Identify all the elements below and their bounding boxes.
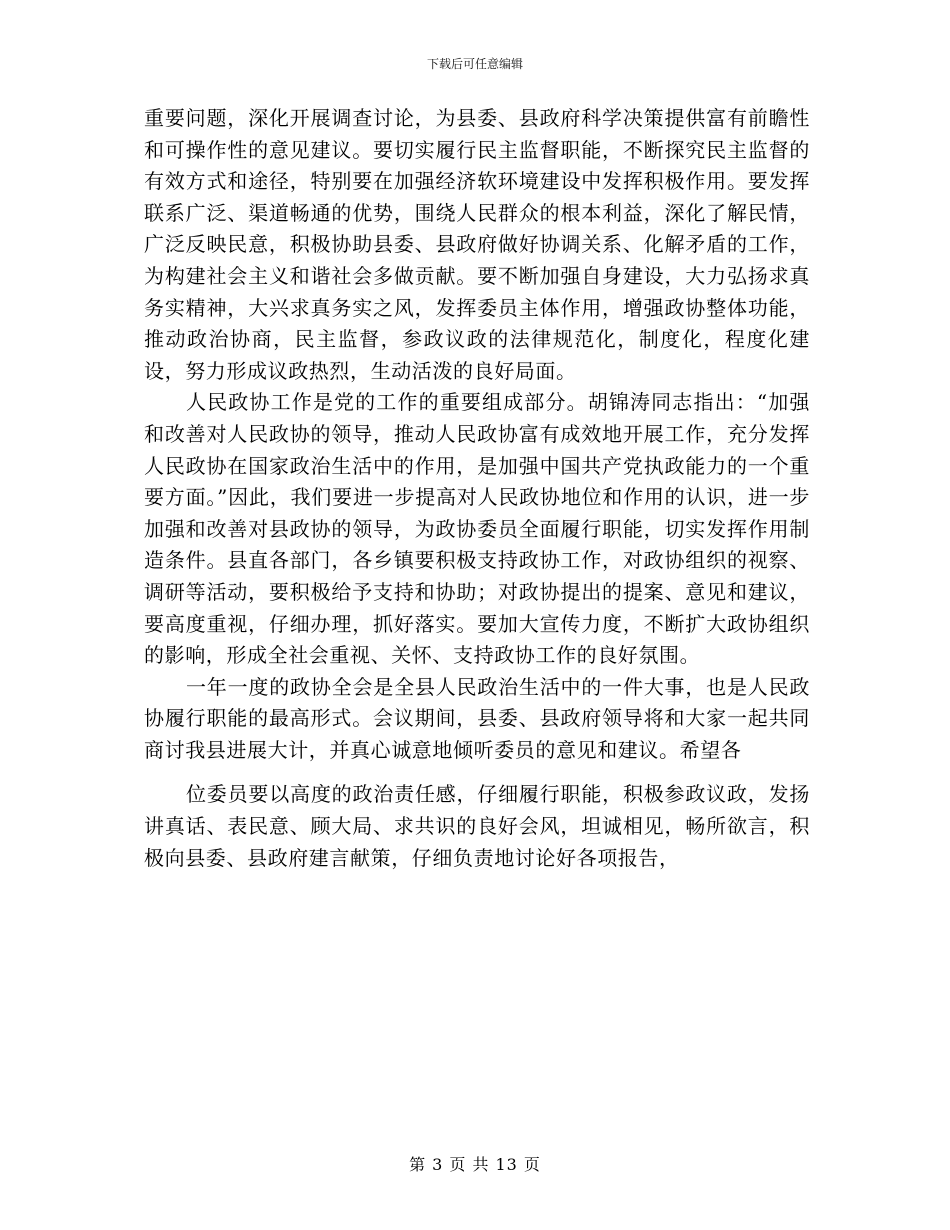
header-note: 下载后可任意编辑 [426,57,523,71]
page-header [0,56,950,72]
page-footer [0,1155,950,1175]
paragraph-2: 人民政协工作是党的工作的重要组成部分。胡锦涛同志指出：“加强和改善对人民政协的领导，推动人民政协富有成效地开展工作，充分发挥人民政协在国家政治生活中的作用，是加强中国共产党执政能力的一个重要方面。”因此，我们要进一步提高对人民政协地位和作用的认识，进一步加强和改善对县政协的领导，为政协委员全面履行职能，切实发挥作用制造条件。县直各部门，各乡镇要积极支持政协工作，对政协组织的视察、调研等活动，要积极给予支持和协助；对政协提出的提案、意见和建议，要高度重视，仔细办理，抓好落实。要加大宣传力度，不断扩大政协组织的影响，形成全社会重视、关怀、支持政协工作的良好氛围。 [144,390,810,668]
paragraph-3: 一年一度的政协全会是全县人民政治生活中的一件大事，也是人民政协履行职能的最高形式。会议期间，县委、县政府领导将和大家一起共同商讨我县进展大计，并真心诚意地倾听委员的意见和建议。希望各 [144,674,810,762]
footer-total-pages: 13 [495,1155,518,1174]
paragraph-4: 位委员要以高度的政治责任感，仔细履行职能，积极参政议政，发扬讲真话、表民意、顾大局、求共识的良好会风，坦诚相见，畅所欲言，积极向县委、县政府建言献策，仔细负责地讨论好各项报告， [144,782,810,870]
footer-middle: 页 共 [449,1155,490,1174]
footer-prefix: 第 [409,1155,427,1174]
paragraph-1: 重要问题，深化开展调查讨论，为县委、县政府科学决策提供富有前瞻性和可操作性的意见建议。要切实履行民主监督职能，不断探究民主监督的有效方式和途径，特别要在加强经济软环境建设中发挥积极作用。要发挥联系广泛、渠道畅通的优势，围绕人民群众的根本利益，深化了解民情，广泛反映民意，积极协助县委、县政府做好协调关系、化解矛盾的工作，为构建社会主义和谐社会多做贡献。要不断加强自身建设，大力弘扬求真务实精神，大兴求真务实之风，发挥委员主体作用，增强政协整体功能，推动政治协商，民主监督，参政议政的法律规范化，制度化，程度化建设，努力形成议政热烈，生动活泼的良好局面。 [144,106,810,383]
document-body [144,103,810,874]
footer-current-page: 3 [432,1155,444,1174]
footer-suffix: 页 [523,1155,541,1174]
